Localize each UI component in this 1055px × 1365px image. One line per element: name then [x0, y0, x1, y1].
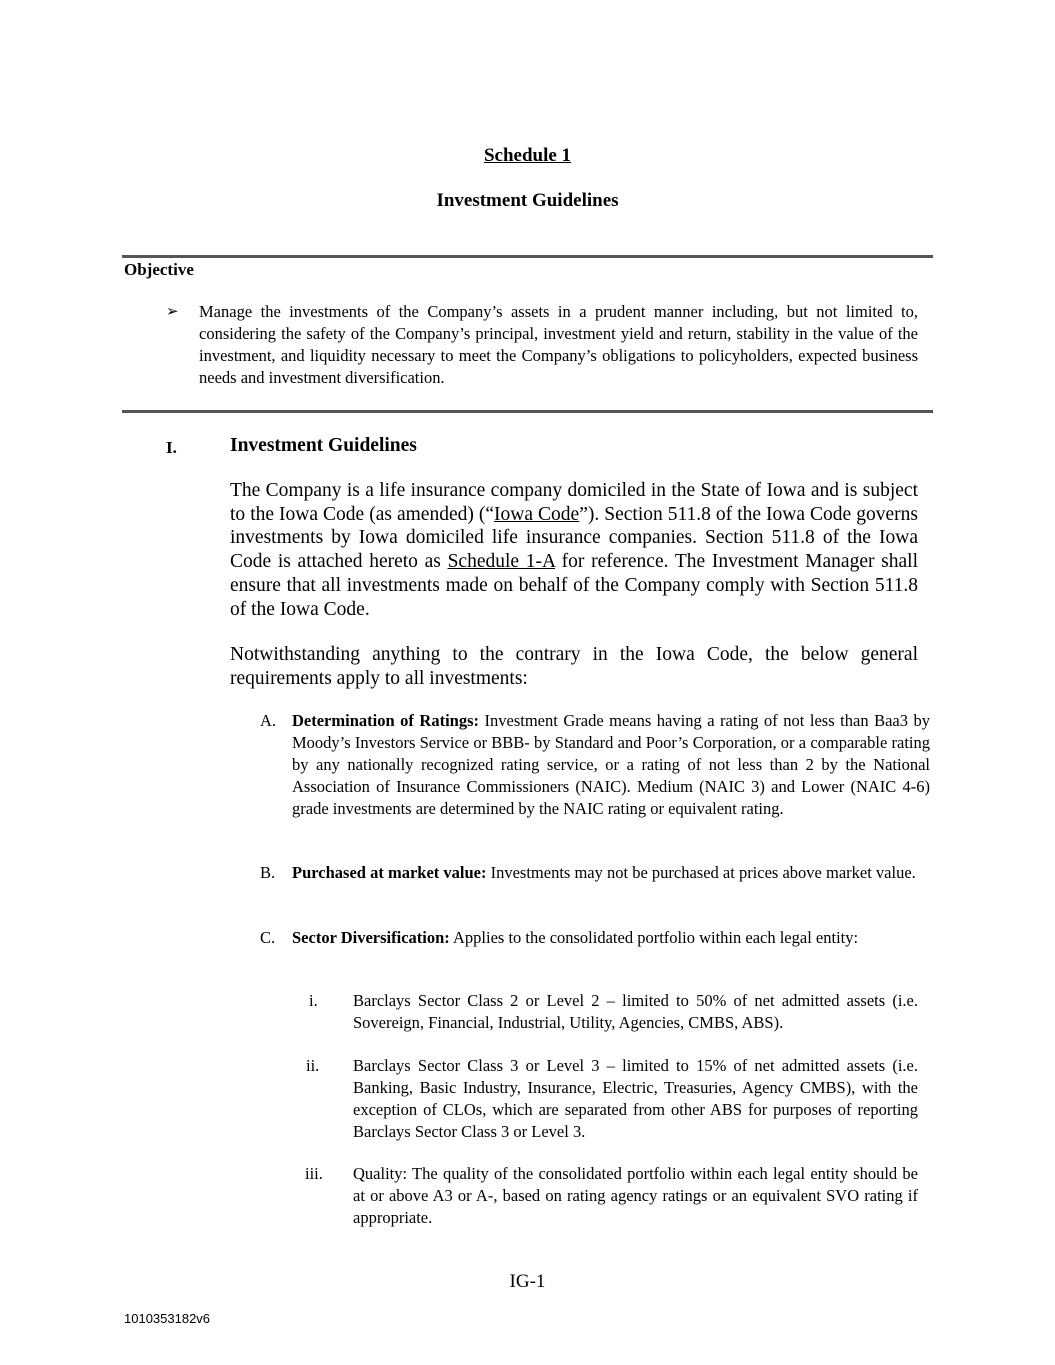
- iowa-code-defined-term: Iowa Code: [494, 503, 580, 525]
- item-c-heading: Sector Diversification:: [292, 928, 450, 947]
- subitem-label: iii.: [305, 1164, 323, 1183]
- section-number: I.: [166, 438, 177, 457]
- item-a: [292, 710, 930, 820]
- page-number: IG-1: [509, 1271, 546, 1292]
- item-a-text: Investment Grade means having a rating of not less than Baa3 by Moody’s Investors Service or BBB- by Standard and Poor’s Corporation, or a comparable rating by any nationally recognized rating service, or a rating of not less than 2 by the National Association of Insurance Commissioners (NAIC). Medium (NAIC 3) and Lower (NAIC 4-6) grade investments are determined by the NAIC rating or equivalent rating.: [292, 711, 930, 818]
- section-heading: Investment Guidelines: [230, 435, 417, 456]
- page-title: Investment Guidelines: [436, 190, 619, 211]
- document-id: 1010353182v6: [124, 1311, 211, 1326]
- objective-heading: Objective: [124, 260, 194, 279]
- item-c: [292, 927, 930, 949]
- item-b: [292, 862, 930, 884]
- item-label: A.: [260, 711, 277, 730]
- top-divider: [122, 255, 933, 258]
- item-c-text: Applies to the consolidated portfolio within each legal entity:: [449, 928, 859, 947]
- section-paragraph-1: [230, 479, 918, 621]
- para1-text-c: for reference. The Investment Manager shall ensure that all investments made on behalf of the Company comply with Section 511.8 of the Iowa Code.: [230, 551, 918, 620]
- schedule-1a-reference: Schedule 1-A: [447, 551, 555, 573]
- subitem-label: ii.: [306, 1056, 320, 1075]
- item-a-heading: Determination of Ratings:: [292, 711, 479, 730]
- item-b-heading: Purchased at market value:: [292, 863, 487, 882]
- schedule-title: [0, 145, 1055, 167]
- subitem-i-text: Barclays Sector Class 2 or Level 2 – limited to 50% of net admitted assets (i.e. Sovereign, Financial, Industrial, Utility, Agencies, CMBS, ABS).: [353, 991, 918, 1032]
- schedule-label: Schedule 1: [483, 145, 572, 166]
- bottom-divider: [122, 410, 933, 413]
- section-paragraph-2: Notwithstanding anything to the contrary in the Iowa Code, the below general requirements apply to all investments:: [230, 644, 918, 689]
- subitem-iii-text: Quality: The quality of the consolidated portfolio within each legal entity should be at or above A3 or A-, based on rating agency ratings or an equivalent SVO rating if appropriate.: [353, 1164, 918, 1227]
- item-label: B.: [260, 863, 276, 882]
- subitem-label: i.: [309, 991, 318, 1010]
- para1-text-a: The Company is a life insurance company domiciled in the State of Iowa and is subject to the Iowa Code (as amended) (“: [230, 480, 918, 525]
- item-label: C.: [260, 928, 276, 947]
- arrow-bullet-icon: ➢: [166, 304, 179, 320]
- para1-text-b: ”). Section 511.8 of the Iowa Code governs investments by Iowa domiciled life insurance companies. Section 511.8 of the Iowa Code is attached hereto as: [230, 503, 918, 573]
- item-b-text: Investments may not be purchased at prices above market value.: [486, 863, 916, 882]
- objective-bullet-text: Manage the investments of the Company’s assets in a prudent manner including, but not limited to, considering the safety of the Company’s principal, investment yield and return, stability in the value of the investment, and liquidity necessary to meet the Company’s obligations to policyholders, expected business needs and investment diversification.: [199, 302, 918, 387]
- subitem-ii-text: Barclays Sector Class 3 or Level 3 – limited to 15% of net admitted assets (i.e. Banking, Basic Industry, Insurance, Electric, Treasuries, Agency CMBS), with the exception of CLOs, which are separated from other ABS for purposes of reporting Barclays Sector Class 3 or Level 3.: [353, 1056, 918, 1141]
